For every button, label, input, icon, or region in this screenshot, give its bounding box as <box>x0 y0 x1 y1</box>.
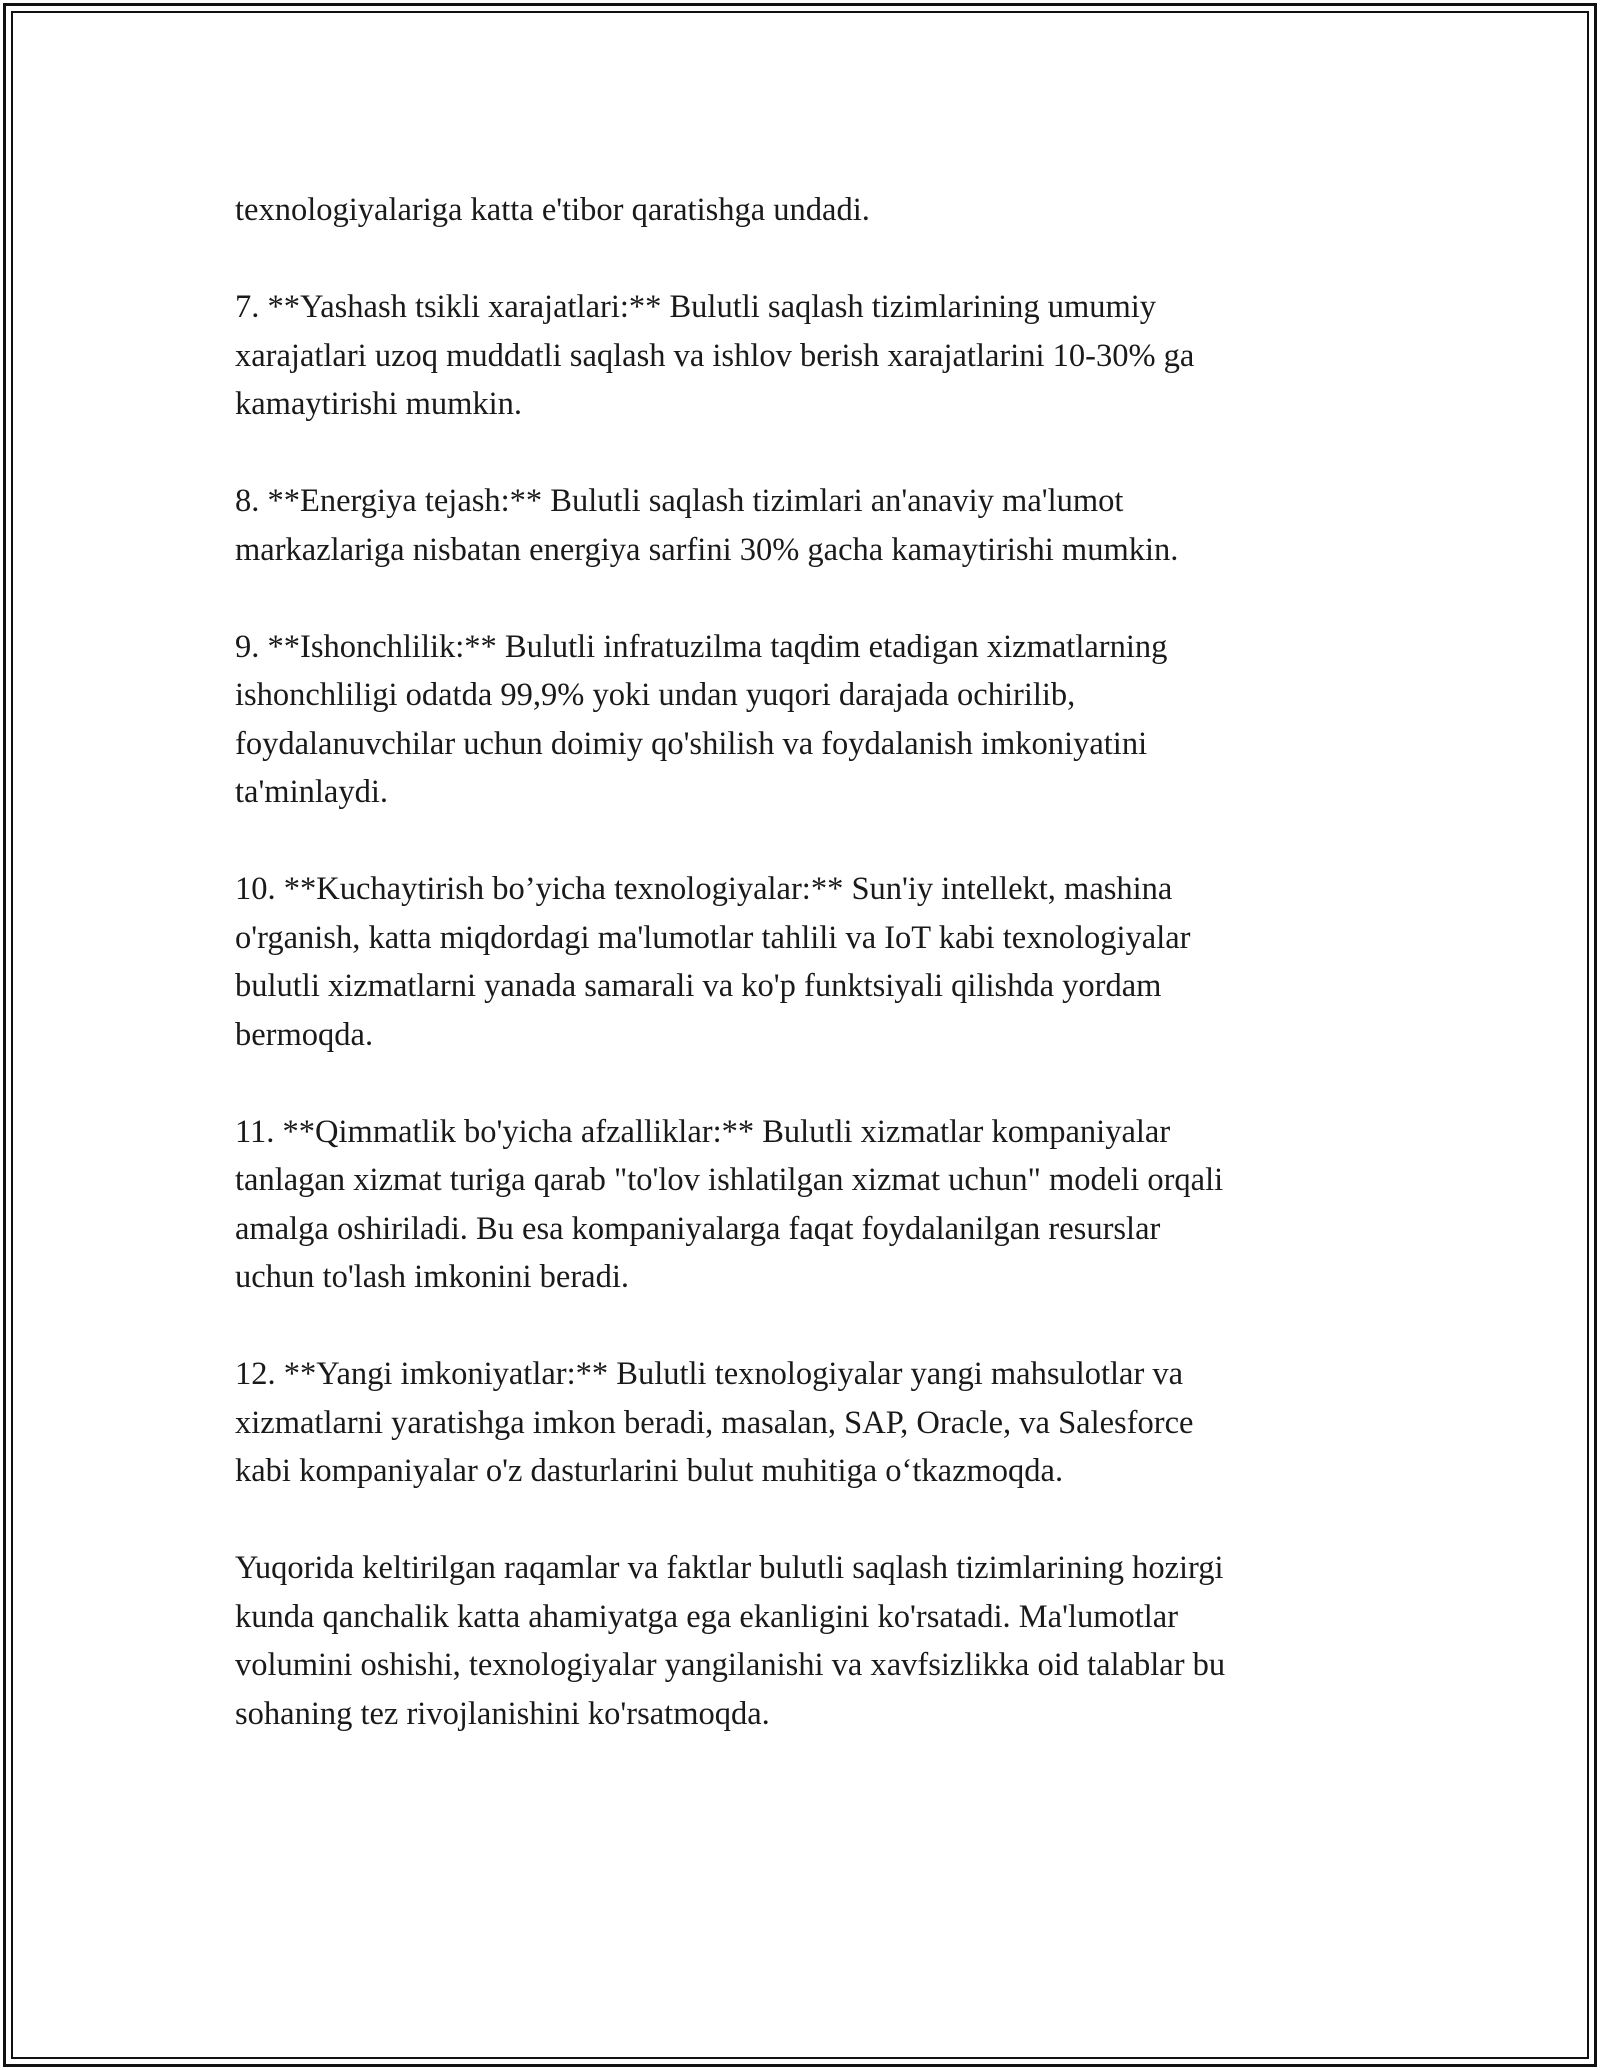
text-line: ishonchliligi odatda 99,9% yoki undan yuqori darajada ochirilib, <box>235 677 1076 713</box>
text-line: 7. **Yashash tsikli xarajatlari:** Bulutli saqlash tizimlarining umumiy <box>235 289 1157 325</box>
text-line: markazlariga nisbatan energiya sarfini 30% gacha kamaytirishi mumkin. <box>235 531 1179 568</box>
text-line: amalga oshiriladi. Bu esa kompaniyalarga faqat foydalanilgan resurslar <box>235 1210 1161 1247</box>
paragraph-item-10 <box>235 865 1375 1059</box>
text-line: tanlagan xizmat turiga qarab "to'lov ishlatilgan xizmat uchun" modeli orqali <box>235 1162 1224 1198</box>
paragraph-continuation <box>235 186 1375 235</box>
text-line: 8. **Energiya tejash:** Bulutli saqlash tizimlari an'anaviy ma'lumot <box>235 483 1124 519</box>
text-line: bulutli xizmatlarni yanada samarali va ko'p funktsiyali qilishda yordam <box>235 968 1162 1004</box>
text-line: kunda qanchalik katta ahamiyatga ega ekanligini ko'rsatadi. Ma'lumotlar <box>235 1598 1179 1635</box>
text-line: Yuqorida keltirilgan raqamlar va faktlar bulutli saqlash tizimlarining hozirgi <box>235 1550 1224 1586</box>
text-line: kamaytirishi mumkin. <box>235 386 523 422</box>
paragraph-item-7 <box>235 283 1375 429</box>
text-line: volumini oshishi, texnologiyalar yangilanishi va xavfsizlikka oid talablar bu <box>235 1647 1226 1683</box>
paragraph-item-12 <box>235 1350 1375 1496</box>
text-line: 12. **Yangi imkoniyatlar:** Bulutli texnologiyalar yangi mahsulotlar va <box>235 1356 1184 1392</box>
text-line: 10. **Kuchaytirish bo’yicha texnologiyalar:** Sun'iy intellekt, mashina <box>235 871 1173 907</box>
text-line: o'rganish, katta miqdordagi ma'lumotlar tahlili va IoT kabi texnologiyalar <box>235 919 1191 956</box>
text-line: bermoqda. <box>235 1016 374 1053</box>
paragraph-conclusion <box>235 1544 1375 1738</box>
text-line: xizmatlarni yaratishga imkon beradi, masalan, SAP, Oracle, va Salesforce <box>235 1404 1194 1441</box>
text-line: 9. **Ishonchlilik:** Bulutli infratuzilma taqdim etadigan xizmatlarning <box>235 628 1168 665</box>
text-line: ta'minlaydi. <box>235 774 388 810</box>
paragraph-item-11 <box>235 1108 1375 1302</box>
text-line: kabi kompaniyalar o'z dasturlarini bulut muhitiga o‘tkazmoqda. <box>235 1453 1064 1489</box>
text-line: sohaning tez rivojlanishini ko'rsatmoqda. <box>235 1695 770 1732</box>
text-line: 11. **Qimmatlik bo'yicha afzalliklar:** Bulutli xizmatlar kompaniyalar <box>235 1113 1171 1150</box>
document-body <box>235 186 1375 1787</box>
text-line: uchun to'lash imkonini beradi. <box>235 1259 629 1295</box>
text-line: texnologiyalariga katta e'tibor qaratishga undadi. <box>235 192 870 228</box>
text-line: foydalanuvchilar uchun doimiy qo'shilish va foydalanish imkoniyatini <box>235 725 1148 762</box>
paragraph-item-9 <box>235 623 1375 817</box>
text-line: xarajatlari uzoq muddatli saqlash va ishlov berish xarajatlarini 10-30% ga <box>235 337 1195 374</box>
paragraph-item-8 <box>235 477 1375 574</box>
